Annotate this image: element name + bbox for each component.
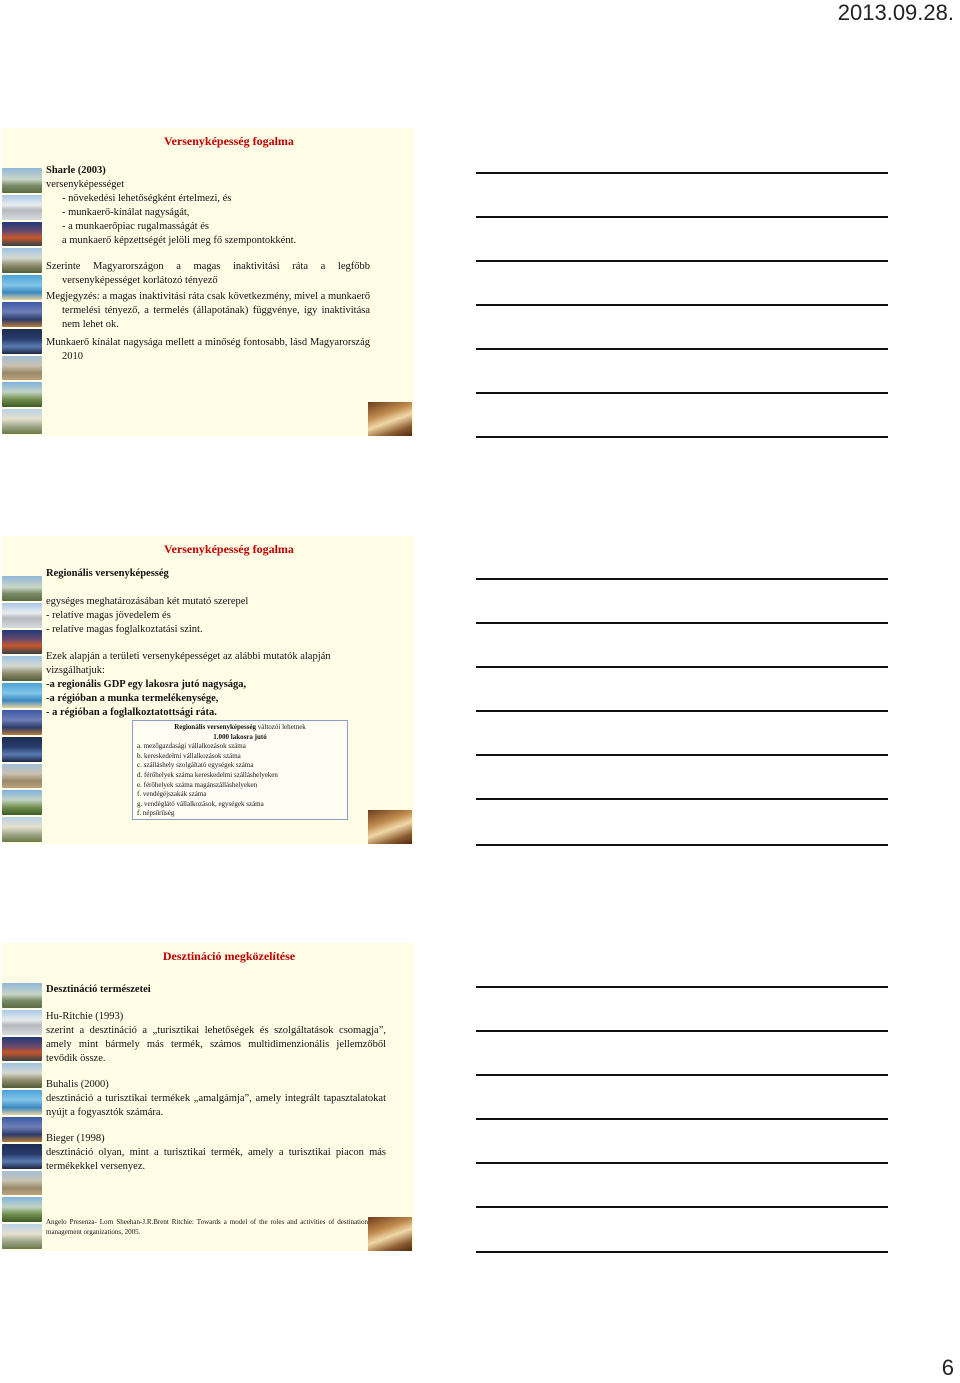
slide-content	[46, 983, 386, 1174]
note-line	[476, 754, 888, 756]
interior-photo-icon	[368, 1217, 412, 1251]
interior-photo-icon	[368, 810, 412, 844]
note-paragraph: Megjegyzés: a magas inaktivitási ráta csak következmény, mivel a munkaerő termelési tényező, a termelés (állapotának) függvénye, így inaktivitása nem lehet ok.	[46, 291, 370, 330]
note-line	[476, 1162, 888, 1164]
note-line	[476, 260, 888, 262]
note-line	[476, 216, 888, 218]
park-photo-icon	[2, 1197, 42, 1222]
note-line	[476, 172, 888, 174]
pool-photo-icon	[2, 683, 42, 708]
box-item: f. vendégéjszakák száma	[137, 790, 207, 799]
parliament-photo-icon	[2, 710, 42, 735]
photo-strip	[2, 128, 44, 436]
list-item: -a régióban a munka termelékenysége,	[46, 693, 219, 704]
note-line	[476, 304, 888, 306]
box-heading-bold: Regionális versenyképesség	[174, 723, 257, 731]
city-photo-icon	[2, 222, 42, 247]
parliament-photo-icon	[2, 1117, 42, 1142]
note-line	[476, 392, 888, 394]
box-heading	[137, 723, 343, 733]
indicator-box	[132, 720, 348, 820]
hotel-photo-icon	[2, 1171, 42, 1196]
note-line	[476, 622, 888, 624]
night-city-photo-icon	[2, 329, 42, 354]
slide-content	[46, 164, 370, 364]
parliament-photo-icon	[2, 302, 42, 327]
box-item: g. vendéglátó vállalkozások, egységek száma	[137, 799, 264, 808]
photo-strip	[2, 943, 44, 1251]
castle-photo-icon	[2, 248, 42, 273]
box-item: d. férőhelyek száma kereskedelmi szálláshelyeken	[137, 770, 278, 779]
box-item: b. kereskedelmi vállalkozások száma	[137, 751, 241, 760]
list-item: - növekedési lehetőségként értelmezi, és	[62, 193, 232, 204]
paragraph: Szerinte Magyarországon a magas inaktivitási ráta a legfőbb versenyképességet korlátozó tényező	[46, 261, 370, 286]
landscape-photo-icon	[2, 576, 42, 601]
text-line: egységes meghatározásában két mutató szerepel	[46, 596, 249, 607]
list-item: - a régióban a foglalkoztatottsági ráta.	[46, 707, 217, 718]
note-line	[476, 578, 888, 580]
paragraph: Munkaerő kínálat nagysága mellett a minőség fontosabb, lásd Magyarország 2010	[46, 337, 370, 362]
slide-2	[2, 536, 414, 844]
slide-title: Versenyképesség fogalma	[164, 542, 294, 556]
text-line: versenyképességet	[46, 179, 125, 190]
slide-content	[46, 567, 370, 720]
landscape-photo-icon	[2, 168, 42, 193]
note-line	[476, 1030, 888, 1032]
hotel-photo-icon	[2, 356, 42, 381]
box-item: a. mezőgazdasági vállalkozások száma	[137, 742, 246, 751]
box-heading-rest: változói lehetnek	[256, 723, 306, 731]
list-item: - munkaerő-kínálat nagyságát,	[62, 207, 190, 218]
note-line	[476, 1118, 888, 1120]
slide-subtitle: Desztináció természetei	[46, 984, 151, 995]
city-photo-icon	[2, 630, 42, 655]
note-line	[476, 436, 888, 438]
castle-photo-icon	[2, 1063, 42, 1088]
slide-1	[2, 128, 414, 436]
note-line	[476, 986, 888, 988]
hotel-photo-icon	[2, 764, 42, 789]
building-photo-icon	[2, 1010, 42, 1035]
note-line	[476, 844, 888, 846]
park-photo-icon	[2, 790, 42, 815]
night-city-photo-icon	[2, 1144, 42, 1169]
list-item: - relatíve magas jövedelem és	[46, 610, 171, 621]
note-line	[476, 1206, 888, 1208]
list-item: a munkaerő képzettségét jelöli meg fő szempontokként.	[62, 235, 297, 246]
manor-photo-icon	[2, 817, 42, 842]
slide-3	[2, 943, 414, 1251]
park-photo-icon	[2, 382, 42, 407]
building-photo-icon	[2, 195, 42, 220]
interior-photo-icon	[368, 402, 412, 436]
author-ref: Sharle (2003)	[46, 165, 106, 176]
author-ref: Bieger (1998)	[46, 1133, 105, 1144]
paragraph: Ezek alapján a területi versenyképességet az alábbi mutatók alapján vizsgálhatjuk:	[46, 651, 331, 676]
list-item: -a regionális GDP egy lakosra jutó nagysága,	[46, 679, 247, 690]
castle-photo-icon	[2, 656, 42, 681]
note-line	[476, 1251, 888, 1253]
paragraph: desztináció olyan, mint a turisztikai termék, amely a turisztikai piacon más termékekkel versenyez.	[46, 1147, 386, 1172]
building-photo-icon	[2, 603, 42, 628]
note-line	[476, 1074, 888, 1076]
paragraph: desztináció a turisztikai termékek „amalgámja”, amely integrált tapasztalatokat nyújt a fogyasztók számára.	[46, 1093, 386, 1118]
author-ref: Buhalis (2000)	[46, 1079, 109, 1090]
box-item: f. népsűrűség	[137, 809, 175, 818]
manor-photo-icon	[2, 1224, 42, 1249]
slide-subtitle: Regionális versenyképesség	[46, 568, 169, 579]
photo-strip	[2, 536, 44, 844]
page-number: 6	[941, 1355, 954, 1380]
manor-photo-icon	[2, 409, 42, 434]
note-line	[476, 348, 888, 350]
author-ref: Hu-Ritchie (1993)	[46, 1011, 124, 1022]
date-header: 2013.09.28.	[837, 0, 954, 25]
note-line	[476, 666, 888, 668]
night-city-photo-icon	[2, 737, 42, 762]
note-line	[476, 710, 888, 712]
note-line	[476, 798, 888, 800]
city-photo-icon	[2, 1037, 42, 1062]
footnote: Angelo Presenza- Lorn Sheehan-J.R.Brent Ritchie: Towards a model of the roles and activities of destination management organizations, 2005.	[46, 1218, 368, 1236]
box-item: e. férőhelyek száma magánszálláshelyeken	[137, 780, 258, 789]
list-item: - a munkaerőpiac rugalmasságát és	[62, 221, 209, 232]
box-subheading: 1.000 lakosra jutó	[213, 732, 267, 741]
pool-photo-icon	[2, 275, 42, 300]
list-item: - relatíve magas foglalkoztatási szint.	[46, 624, 203, 635]
landscape-photo-icon	[2, 983, 42, 1008]
box-item: c. szálláshely szolgáltató egységek száma	[137, 761, 254, 770]
pool-photo-icon	[2, 1090, 42, 1115]
slide-title: Versenyképesség fogalma	[164, 134, 294, 148]
slide-title: Desztináció megközelítése	[162, 949, 296, 963]
paragraph: szerint a desztináció a „turisztikai lehetőségek és szolgáltatások csomagja”, amely mint bármely más termék, számos multidimenzionális jellemzőből tevődik össze.	[46, 1025, 386, 1064]
